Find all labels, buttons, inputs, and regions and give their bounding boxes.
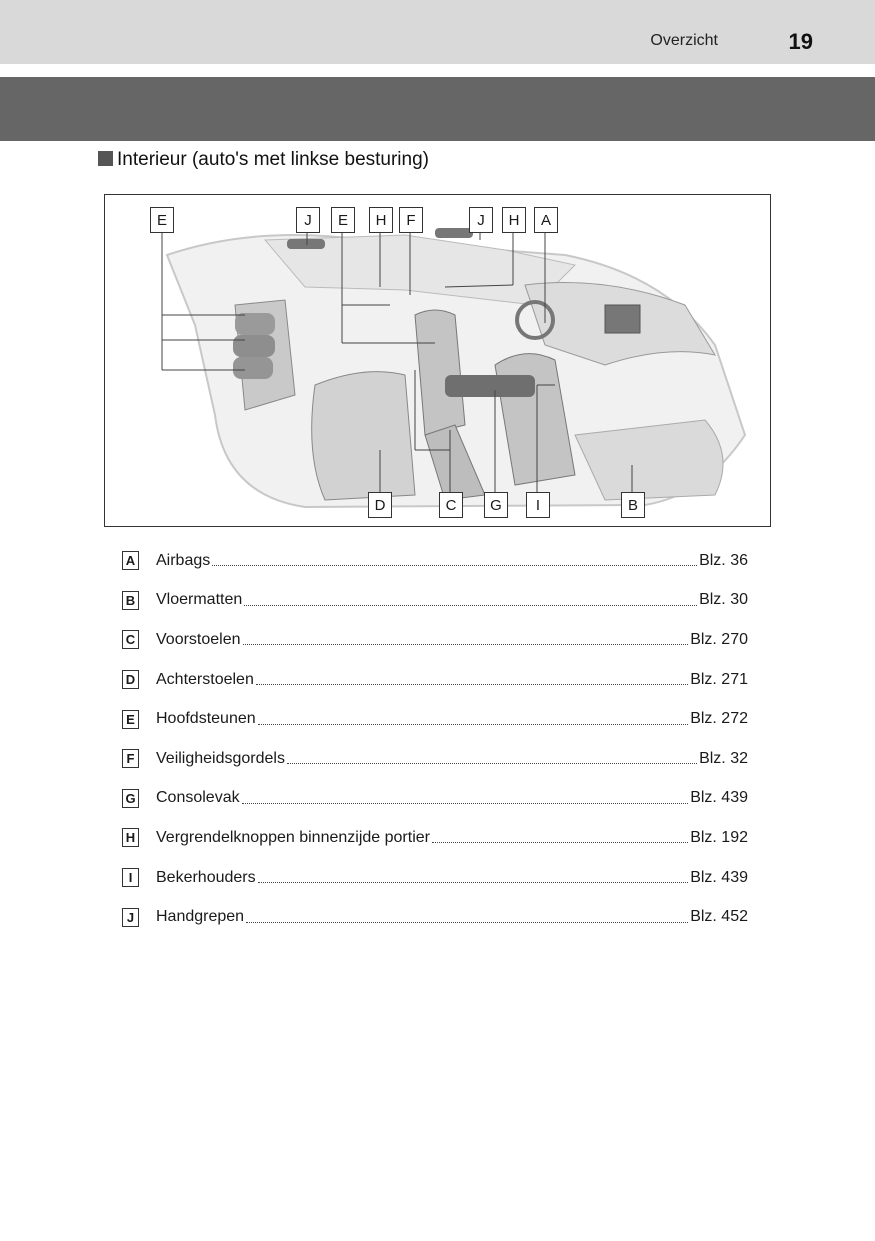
callout-j-front: J — [469, 207, 493, 233]
car-interior-drawing — [105, 195, 770, 526]
page-reference-link[interactable]: Blz. 439 — [690, 868, 748, 886]
dot-leader — [244, 605, 697, 606]
item-letter-badge: F — [122, 749, 139, 768]
dot-leader — [258, 882, 689, 883]
square-bullet-icon — [98, 151, 113, 166]
item-letter-badge: C — [122, 630, 139, 649]
page-reference-link[interactable]: Blz. 439 — [690, 789, 748, 807]
callout-g: G — [484, 492, 508, 518]
item-label: Vergrendelknoppen binnenzijde portier — [156, 828, 430, 846]
item-letter-badge: A — [122, 551, 139, 570]
callout-b: B — [621, 492, 645, 518]
page-reference-link[interactable]: Blz. 36 — [699, 551, 748, 569]
list-item — [122, 541, 748, 581]
callout-a: A — [534, 207, 558, 233]
dot-leader — [256, 684, 688, 685]
section-title-text: Interieur (auto's met linkse besturing) — [117, 149, 429, 170]
list-item — [122, 897, 748, 937]
list-item — [122, 818, 748, 858]
page-reference-link[interactable]: Blz. 192 — [690, 828, 748, 846]
dot-leader — [243, 644, 689, 645]
item-label: Veiligheidsgordels — [156, 749, 285, 767]
callout-i: I — [526, 492, 550, 518]
component-index-list — [122, 541, 748, 937]
page-reference-link[interactable]: Blz. 30 — [699, 591, 748, 609]
item-label: Consolevak — [156, 789, 240, 807]
dot-leader — [246, 922, 688, 923]
callout-f: F — [399, 207, 423, 233]
item-label: Achterstoelen — [156, 670, 254, 688]
callout-d: D — [368, 492, 392, 518]
list-item — [122, 739, 748, 779]
page-reference-link[interactable]: Blz. 271 — [690, 670, 748, 688]
item-letter-badge: I — [122, 868, 139, 887]
item-letter-badge: B — [122, 591, 139, 610]
page-reference-link[interactable]: Blz. 32 — [699, 749, 748, 767]
item-letter-badge: G — [122, 789, 139, 808]
section-title — [98, 149, 429, 171]
page-number: 19 — [788, 29, 813, 54]
callout-e-rear: E — [150, 207, 174, 233]
list-item — [122, 620, 748, 660]
page-header — [0, 0, 875, 64]
item-label: Vloermatten — [156, 591, 243, 609]
item-letter-badge: D — [122, 670, 139, 689]
page-reference-link[interactable]: Blz. 270 — [690, 630, 748, 648]
item-letter-badge: H — [122, 828, 139, 847]
list-item — [122, 581, 748, 621]
callout-e-front: E — [331, 207, 355, 233]
callout-h-front: H — [502, 207, 526, 233]
item-label: Handgrepen — [156, 908, 245, 926]
dot-leader — [287, 763, 697, 764]
item-label: Voorstoelen — [156, 630, 241, 648]
page-reference-link[interactable]: Blz. 272 — [690, 710, 748, 728]
item-label: Hoofdsteunen — [156, 710, 256, 728]
callout-h-rear: H — [369, 207, 393, 233]
interior-illustration — [104, 194, 771, 527]
page-reference-link[interactable]: Blz. 452 — [690, 908, 748, 926]
list-item — [122, 660, 748, 700]
callout-c: C — [439, 492, 463, 518]
list-item — [122, 699, 748, 739]
chapter-band — [0, 77, 875, 141]
callout-j-rear: J — [296, 207, 320, 233]
list-item — [122, 858, 748, 898]
dot-leader — [432, 842, 688, 843]
list-item — [122, 779, 748, 819]
dot-leader — [258, 724, 689, 725]
item-label: Bekerhouders — [156, 868, 256, 886]
item-letter-badge: J — [122, 908, 139, 927]
dot-leader — [242, 803, 689, 804]
section-name: Overzicht — [650, 32, 718, 49]
dot-leader — [212, 565, 697, 566]
item-letter-badge: E — [122, 710, 139, 729]
item-label: Airbags — [156, 551, 211, 569]
